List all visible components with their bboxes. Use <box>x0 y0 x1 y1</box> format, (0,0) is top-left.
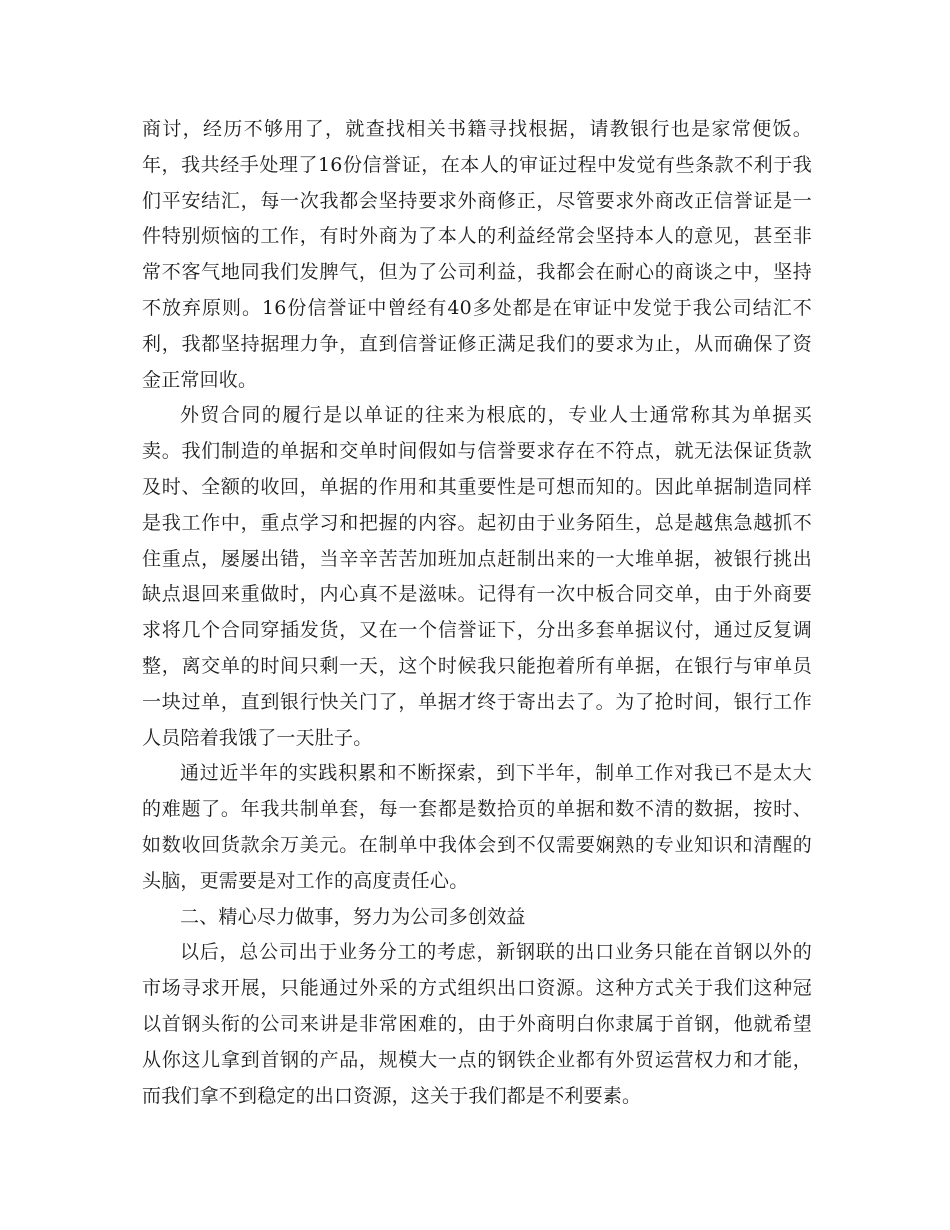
body-paragraph-3: 通过近半年的实践积累和不断探索，到下半年，制单工作对我已不是太大的难题了。年我共制单套，每一套都是数拾页的单据和数不清的数据，按时、如数收回货款余万美元。在制单中我体会到不仅需要娴熟的专业知识和清醒的头脑，更需要是对工作的高度责任心。 <box>142 762 812 892</box>
section-heading: 二、精心尽力做事，努力为公司多创效益 <box>180 905 526 928</box>
body-paragraph-2: 外贸合同的履行是以单证的往来为根底的，专业人士通常称其为单据买卖。我们制造的单据和交单时间假如与信誉要求存在不符点，就无法保证货款及时、全额的收回，单据的作用和其重要性是可想而知的。因此单据制造同样是我工作中，重点学习和把握的内容。起初由于业务陌生，总是越焦急越抓不住重点，屡屡出错，当辛辛苦苦加班加点赶制出来的一大堆单据，被银行挑出缺点退回来重做时，内心真不是滋味。记得有一次中板合同交单，由于外商要求将几个合同穿插发货，又在一个信誉证下，分出多套单据议付，通过反复调整，离交单的时间只剩一天，这个时候我只能抱着所有单据，在银行与审单员一块过单，直到银行快关门了，单据才终于寄出去了。为了抢时间，银行工作人员陪着我饿了一天肚子。 <box>142 404 812 749</box>
body-paragraph-4: 以后，总公司出于业务分工的考虑，新钢联的出口业务只能在首钢以外的市场寻求开展，只能通过外采的方式组织出口资源。这种方式关于我们这种冠以首钢头衔的公司来讲是非常困难的，由于外商明白你隶属于首钢，他就希望从你这儿拿到首钢的产品，规模大一点的钢铁企业都有外贸运营权力和才能，而我们拿不到稳定的出口资源，这关于我们都是不利要素。 <box>142 941 812 1107</box>
body-paragraph-1: 商讨，经历不够用了，就查找相关书籍寻找根据，请教银行也是家常便饭。年，我共经手处理了16份信誉证，在本人的审证过程中发觉有些条款不利于我们平安结汇，每一次我都会坚持要求外商修正，尽管要求外商改正信誉证是一件特别烦恼的工作，有时外商为了本人的利益经常会坚持本人的意见，甚至非常不客气地同我们发脾气，但为了公司利益，我都会在耐心的商谈之中，坚持不放弃原则。16份信誉证中曾经有40多处都是在审证中发觉于我公司结汇不利，我都坚持据理力争，直到信誉证修正满足我们的要求为止，从而确保了资金正常回收。 <box>142 118 812 391</box>
